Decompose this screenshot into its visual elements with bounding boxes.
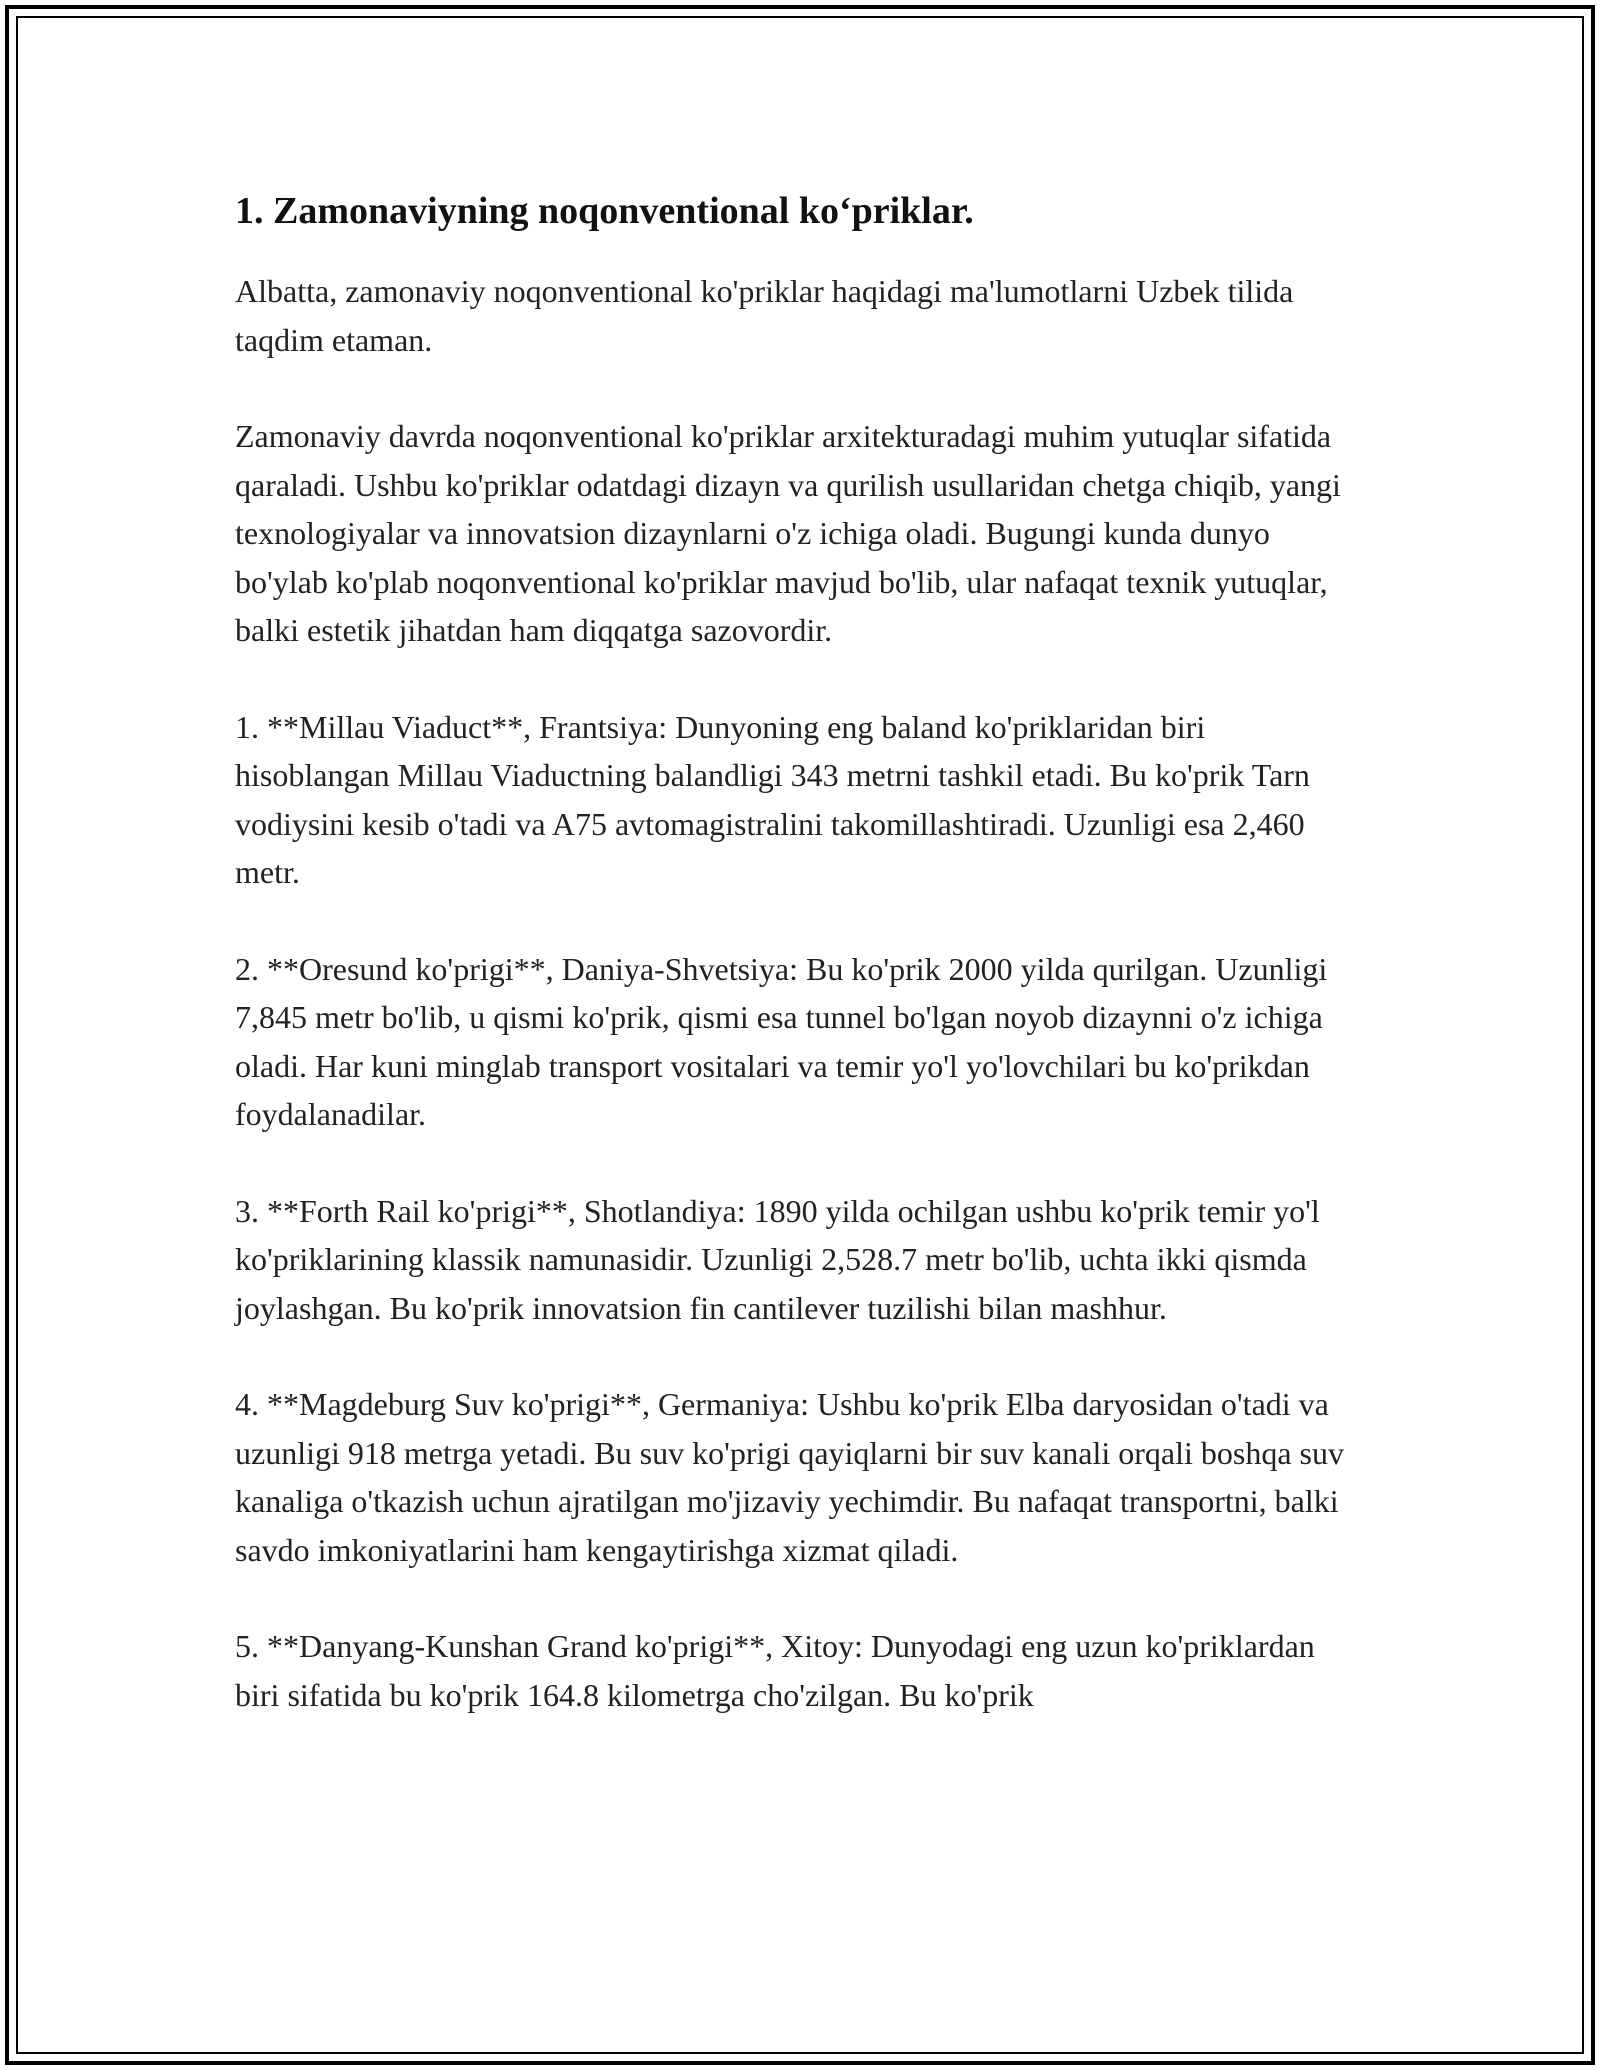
paragraph-intro: Albatta, zamonaviy noqonventional ko'priklar haqidagi ma'lumotlarni Uzbek tilida taqdim etaman. xyxy=(235,273,1294,358)
paragraph-millau-viaduct: 1. **Millau Viaduct**, Frantsiya: Dunyoning eng baland ko'priklaridan biri hisoblangan Millau Viaductning balandligi 343 metrni tashkil etadi. Bu ko'prik Tarn vodiysini kesib o'tadi va A75 avtomagistralini takomillashtiradi. Uzunligi esa 2,460 metr. xyxy=(235,708,1310,890)
document-title: 1. Zamonaviyning noqonventional ko‘priklar. xyxy=(235,190,974,232)
paragraph-oresund-bridge: 2. **Oresund ko'prigi**, Daniya-Shvetsiya: Bu ko'prik 2000 yilda qurilgan. Uzunligi 7,845 metr bo'lib, u qismi ko'prik, qismi esa tunnel bo'lgan noyob dizaynni o'z ichiga oladi. Har kuni minglab transport vositalari va temir yo'l yo'lovchilari bu ko'prikdan foydalanadilar. xyxy=(235,950,1328,1132)
paragraph-magdeburg-water-bridge: 4. **Magdeburg Suv ko'prigi**, Germaniya: Ushbu ko'prik Elba daryosidan o'tadi va uzunligi 918 metrga yetadi. Bu suv ko'prigi qayiqlarni bir suv kanali orqali boshqa suv kanaliga o'tkazish uchun ajratilgan mo'jizaviy yechimdir. Bu nafaqat transportni, balki savdo imkoniyatlarini ham kengaytirishga xizmat qiladi. xyxy=(235,1386,1344,1568)
paragraph-forth-rail-bridge: 3. **Forth Rail ko'prigi**, Shotlandiya: 1890 yilda ochilgan ushbu ko'prik temir yo'l ko'priklarining klassik namunasidir. Uzunligi 2,528.7 metr bo'lib, uchta ikki qismda joylashgan. Bu ko'prik innovatsion fin cantilever tuzilishi bilan mashhur. xyxy=(235,1192,1320,1326)
paragraph-overview: Zamonaviy davrda noqonventional ko'priklar arxitekturadagi muhim yutuqlar sifatida qaraladi. Ushbu ko'priklar odatdagi dizayn va qurilish usullaridan chetga chiqib, yangi texnologiyalar va innovatsion dizaynlarni o'z ichiga oladi. Bugungi kunda dunyo bo'ylab ko'plab noqonventional ko'priklar mavjud bo'lib, ular nafaqat texnik yutuqlar, balki estetik jihatdan ham diqqatga sazovordir. xyxy=(235,418,1341,648)
paragraph-danyang-kunshan-bridge: 5. **Danyang-Kunshan Grand ko'prigi**, Xitoy: Dunyodagi eng uzun ko'priklardan biri sifatida bu ko'prik 164.8 kilometrga cho'zilgan. Bu ko'prik xyxy=(235,1628,1315,1713)
document-body xyxy=(235,185,1365,1767)
